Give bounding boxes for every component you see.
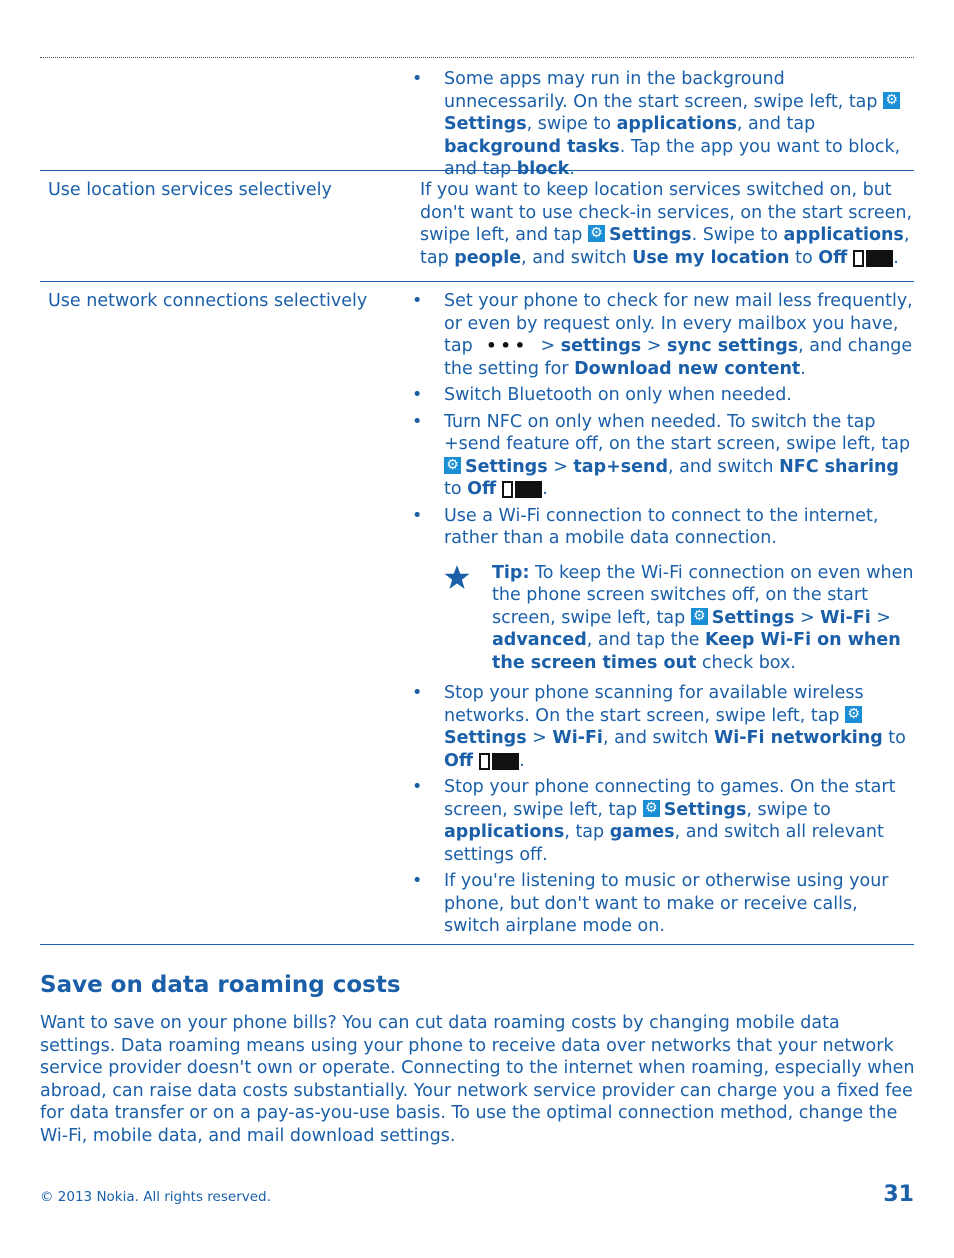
text: Set your phone to check for new mail less frequently, or even by request only. In every mailbox you have, tap xyxy=(444,291,913,356)
text: > xyxy=(794,607,821,628)
text: , and switch xyxy=(668,456,780,477)
row3-content xyxy=(420,290,914,942)
wifi-term: Wi-Fi xyxy=(552,728,603,748)
list-item xyxy=(420,411,914,501)
text: , and switch xyxy=(602,728,714,748)
text: Use a Wi-Fi connection to connect to the internet, rather than a mobile data connection. xyxy=(444,505,879,548)
tap-send-term: tap+send xyxy=(573,456,669,477)
text: , tap xyxy=(564,822,610,842)
row1-bullet-list xyxy=(420,68,914,181)
text: to xyxy=(882,728,906,748)
wifi-term: Wi-Fi xyxy=(820,607,871,628)
advanced-term: advanced xyxy=(492,630,587,650)
text: Turn NFC on only when needed. To switch the tap +send feature off, on the start screen, swipe left, tap xyxy=(444,411,911,454)
off-term: Off xyxy=(467,479,497,499)
table-divider xyxy=(40,281,914,282)
settings-term: settings xyxy=(560,336,642,356)
text: . xyxy=(519,750,525,771)
more-dots-icon: ••• xyxy=(486,336,529,355)
off-term: Off xyxy=(818,247,848,268)
table-divider xyxy=(40,944,914,945)
row1-content xyxy=(420,68,914,185)
text: , swipe to xyxy=(526,114,617,134)
text: . xyxy=(893,247,899,268)
settings-term: Settings xyxy=(465,456,548,477)
keep-wifi-term: Keep Wi-Fi on when the screen times out xyxy=(492,630,901,673)
text: > xyxy=(534,336,561,356)
text: If you want to keep location services switched on, but don't want to use check-in services, on the start screen, swipe left, and tap xyxy=(420,180,913,245)
list-item xyxy=(420,505,914,675)
sync-settings-term: sync settings xyxy=(666,336,799,356)
text: . xyxy=(569,159,575,179)
nfc-sharing-term: NFC sharing xyxy=(779,456,899,477)
row2-label: Use location services selectively xyxy=(48,180,332,200)
text: Some apps may run in the background unnecessarily. On the start screen, swipe left, tap xyxy=(444,69,884,112)
tip-label: Tip: xyxy=(492,562,530,583)
text: . Tap the app you want to block, and tap xyxy=(444,136,901,179)
text: Stop your phone connecting to games. On the start screen, swipe left, tap xyxy=(444,777,896,820)
text: To keep the Wi-Fi connection on even when the phone screen switches off, on the start screen, swipe left, tap xyxy=(492,562,914,628)
page-number: 31 xyxy=(883,1182,914,1207)
text: > xyxy=(641,336,667,356)
settings-gear-icon xyxy=(883,92,900,109)
text: . xyxy=(800,358,806,379)
text: . Swipe to xyxy=(691,225,784,245)
use-my-location-term: Use my location xyxy=(632,247,790,268)
row3-label: Use network connections selectively xyxy=(48,291,368,311)
text: . xyxy=(542,479,548,499)
tip-box xyxy=(444,562,914,675)
settings-term: Settings xyxy=(444,114,527,134)
text: to xyxy=(789,247,819,268)
games-term: games xyxy=(609,822,675,842)
block-term: block xyxy=(516,159,570,179)
settings-gear-icon xyxy=(845,706,862,723)
list-item xyxy=(420,776,914,866)
list-item xyxy=(420,870,914,938)
text: , tap xyxy=(420,225,910,268)
table-divider xyxy=(40,170,914,171)
row3-bullet-list xyxy=(420,290,914,938)
text: > xyxy=(547,456,574,477)
settings-gear-icon xyxy=(444,457,461,474)
settings-term: Settings xyxy=(608,225,692,245)
text: , and switch all relevant settings off. xyxy=(444,822,884,865)
text: Stop your phone scanning for available wireless networks. On the start screen, swipe left, tap xyxy=(444,683,864,726)
toggle-off-icon xyxy=(853,250,893,265)
list-item xyxy=(420,290,914,380)
copyright: © 2013 Nokia. All rights reserved. xyxy=(40,1189,271,1205)
top-dotted-divider xyxy=(40,57,914,58)
text: , and switch xyxy=(521,247,633,268)
text: , and change the setting for xyxy=(444,336,913,379)
text: > xyxy=(870,607,891,628)
text: , and tap xyxy=(736,114,816,134)
applications-term: applications xyxy=(783,225,904,245)
star-icon xyxy=(444,564,470,590)
text: to xyxy=(444,479,468,499)
settings-term: Settings xyxy=(444,728,527,748)
settings-gear-icon xyxy=(643,800,660,817)
text: If you're listening to music or otherwise using your phone, but don't want to make or receive calls, switch airplane mode on. xyxy=(444,871,889,936)
off-term: Off xyxy=(444,750,474,771)
list-item xyxy=(420,68,914,181)
background-tasks-term: background tasks xyxy=(444,136,620,157)
section-paragraph: Want to save on your phone bills? You can cut data roaming costs by changing mobile data settings. Data roaming means using your phone to receive data over networks that your network service provider doesn't own or operate. Connecting to the internet when roaming, especially when abroad, can raise data costs substantially. Your network service provider can charge you a fixed fee for data transfer or on a pay-as-you-use basis. To use the optimal connection method, change the Wi-Fi, mobile data, and mail download settings. xyxy=(40,1013,915,1146)
settings-term: Settings xyxy=(663,799,747,820)
download-new-content-term: Download new content xyxy=(574,358,801,379)
text: Switch Bluetooth on only when needed. xyxy=(444,385,792,405)
applications-term: applications xyxy=(616,114,737,134)
text: , and tap the xyxy=(586,630,705,650)
toggle-off-icon xyxy=(479,753,519,768)
settings-gear-icon xyxy=(588,225,605,242)
list-item xyxy=(420,682,914,772)
text: > xyxy=(526,728,553,748)
wifi-networking-term: Wi-Fi networking xyxy=(713,728,883,748)
toggle-off-icon xyxy=(502,481,542,496)
section-heading: Save on data roaming costs xyxy=(40,972,401,998)
text: check box. xyxy=(696,652,796,673)
settings-gear-icon xyxy=(691,608,708,625)
text: , swipe to xyxy=(746,799,831,820)
applications-term: applications xyxy=(444,822,565,842)
settings-term: Settings xyxy=(711,607,795,628)
list-item xyxy=(420,384,914,407)
row2-content xyxy=(420,179,914,269)
people-term: people xyxy=(454,247,522,268)
